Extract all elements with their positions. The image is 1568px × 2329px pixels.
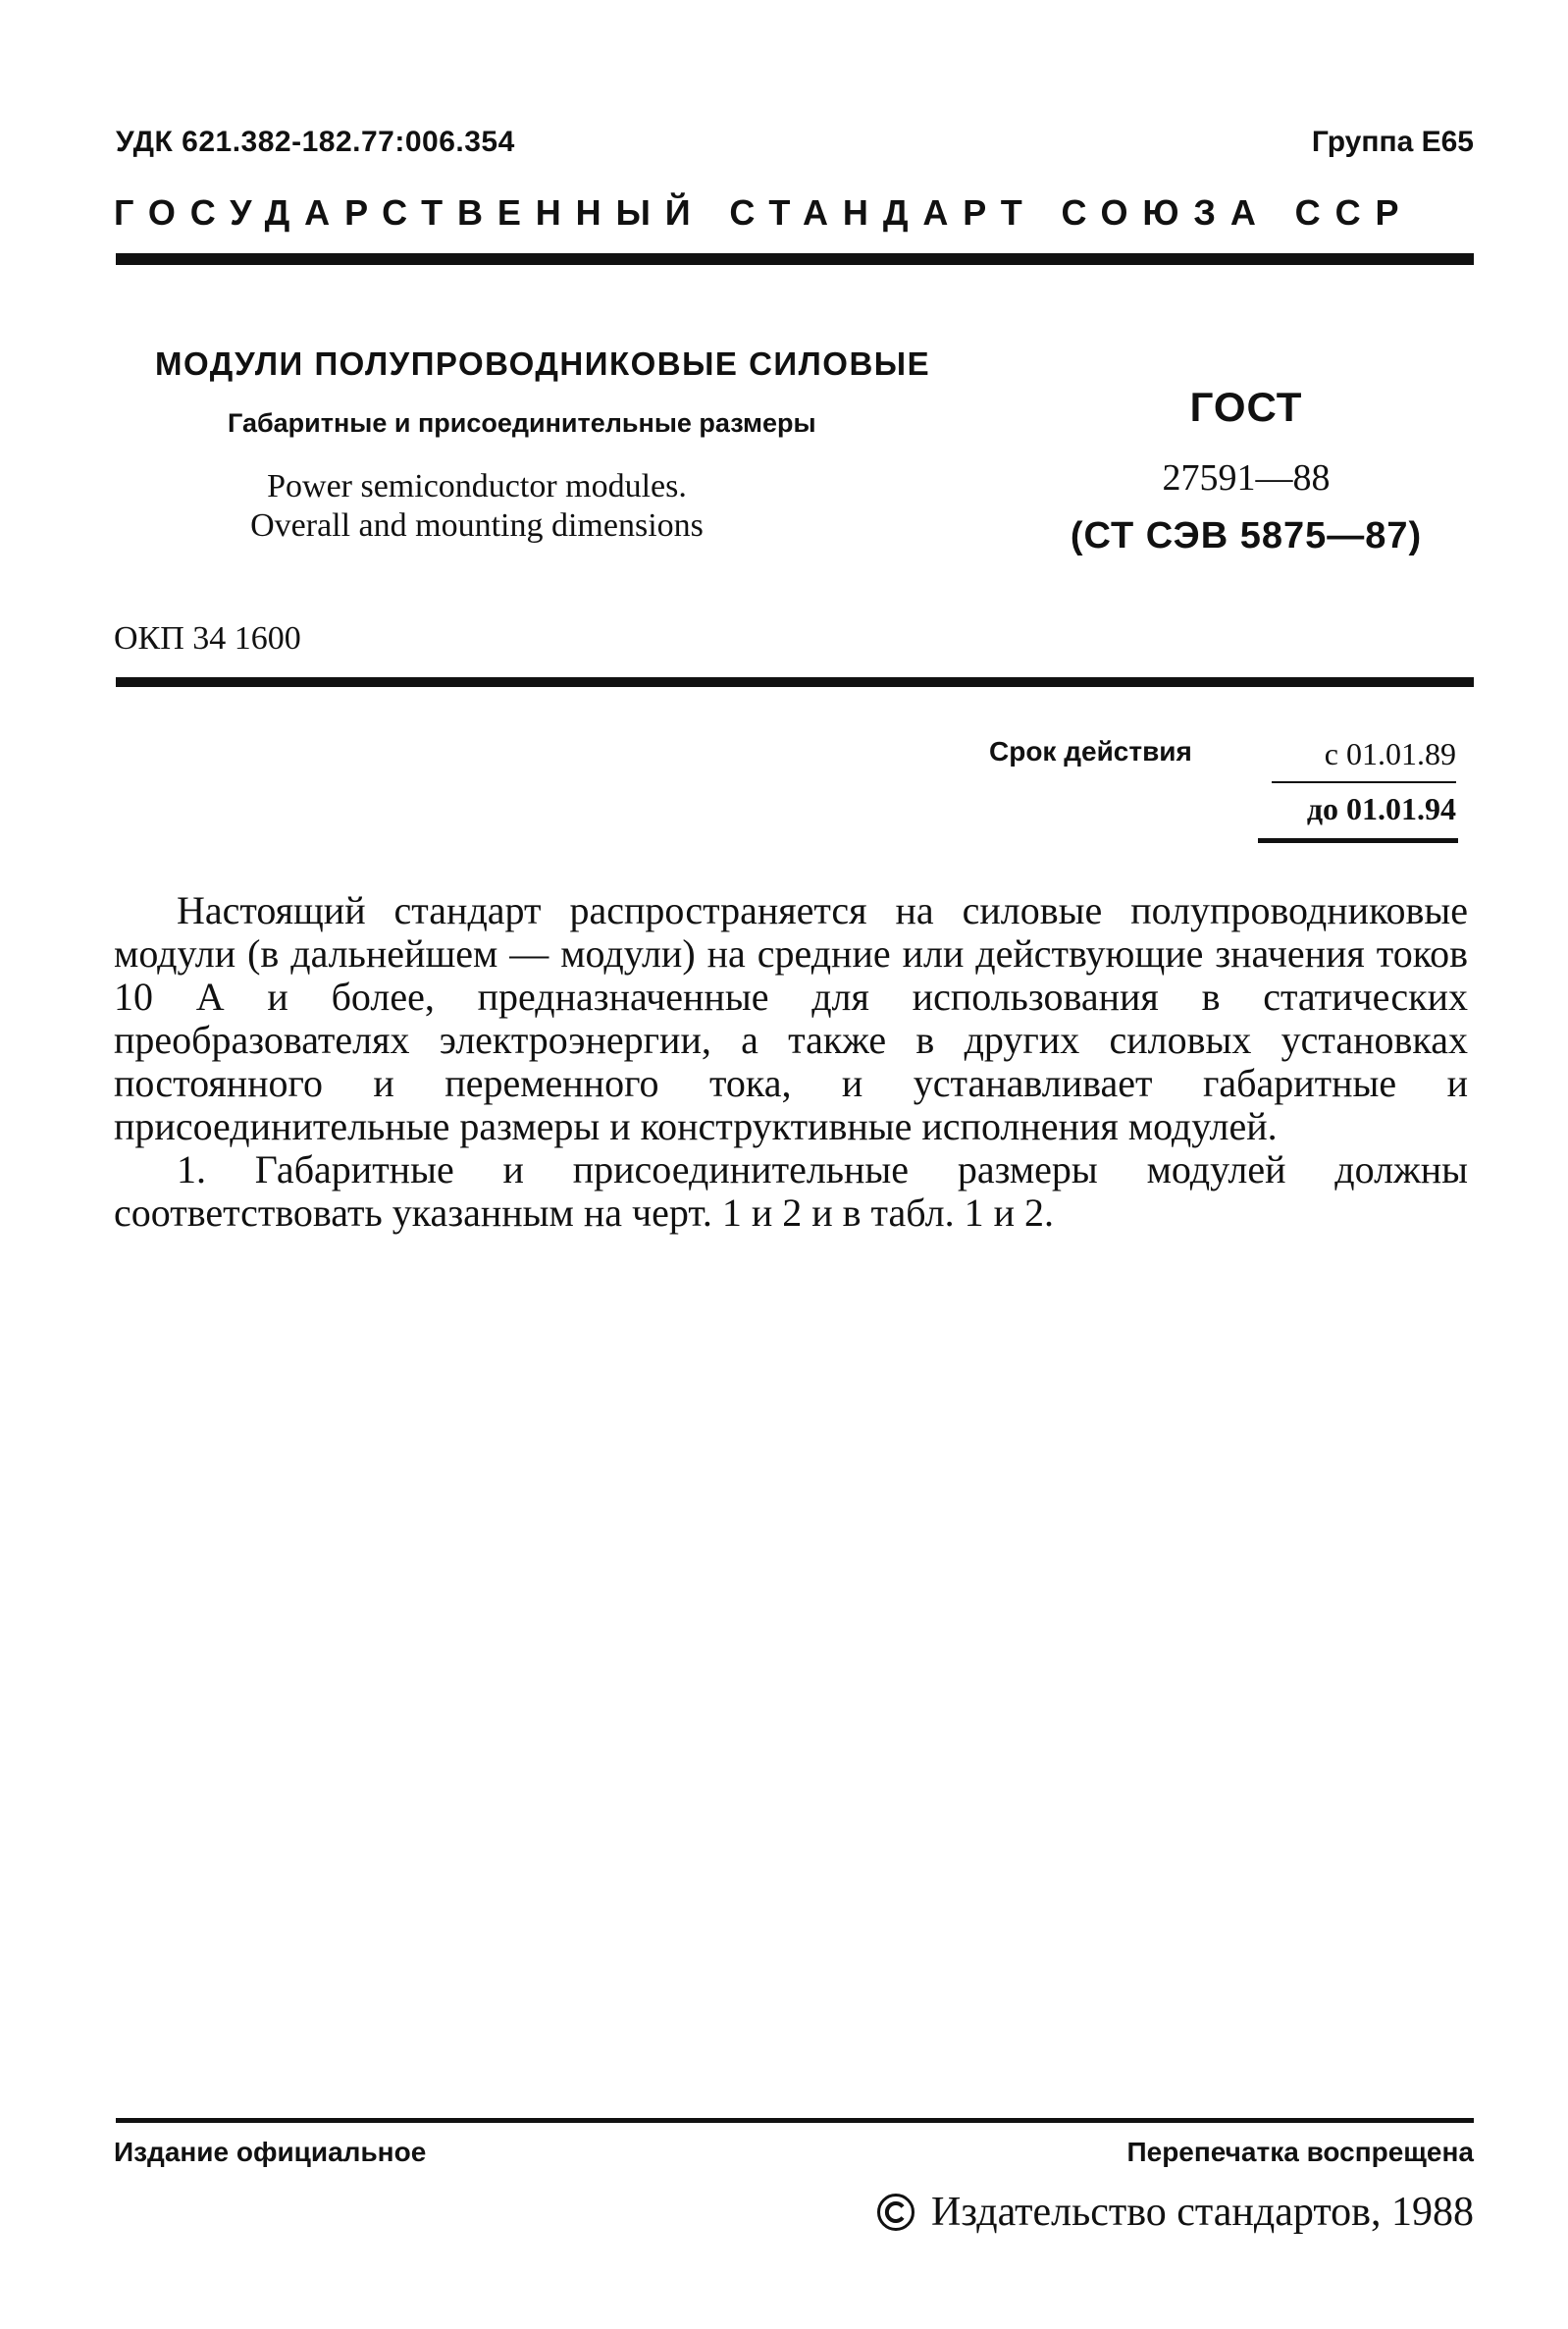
edition-note: Издание официальное	[114, 2137, 427, 2167]
udk-code: УДК 621.382-182.77:006.354	[116, 126, 515, 158]
validity-label: Срок действия	[989, 736, 1192, 767]
title-block-rule	[116, 677, 1474, 687]
validity-underline	[1258, 838, 1458, 843]
publisher-name: Издательство стандартов, 1988	[931, 2190, 1474, 2235]
gost-number: 27591—88	[1162, 457, 1331, 499]
sev-reference: (СТ СЭВ 5875—87)	[1070, 515, 1423, 556]
title-en-line-2: Overall and mounting dimensions	[250, 507, 704, 544]
header-rule	[116, 253, 1474, 265]
validity-divider	[1272, 781, 1456, 783]
validity-to: до 01.01.94	[1306, 791, 1456, 826]
reprint-note: Перепечатка воспрещена	[1126, 2137, 1474, 2167]
body-paragraph-1: 1. Габаритные и присоединительные размеры модулей должны соответствовать указанным на черт. 1 и 2 и в табл. 1 и 2.	[114, 1147, 1468, 1235]
validity-from: с 01.01.89	[1324, 736, 1456, 771]
copyright-icon	[876, 2193, 915, 2232]
title-en-line-1: Power semiconductor modules.	[267, 468, 687, 504]
footer-rule	[116, 2118, 1474, 2123]
okp-code: ОКП 34 1600	[114, 620, 301, 657]
body-text	[114, 889, 1468, 1235]
document-title-ru: МОДУЛИ ПОЛУПРОВОДНИКОВЫЕ СИЛОВЫЕ	[155, 345, 931, 382]
body-paragraph-scope: Настоящий стандарт распространяется на силовые полупроводниковые модули (в дальнейшем — модули) на средние или действующие значения токов 10 А и более, предназначенные для использования в статических преобразователях электроэнергии, а также в других силовых установках постоянного и переменного тока, и устанавливает габаритные и присоединительные размеры и конструктивные исполнения модулей.	[114, 888, 1468, 1148]
document-subtitle-ru: Габаритные и присоединительные размеры	[228, 408, 816, 438]
publisher-line	[876, 2189, 1474, 2236]
standard-designation	[1040, 383, 1452, 559]
document-title-en	[173, 467, 781, 546]
group-code: Группа Е65	[1311, 126, 1474, 158]
gost-label: ГОСТ	[1189, 384, 1303, 430]
state-standard-heading: ГОСУДАРСТВЕННЫЙ СТАНДАРТ СОЮЗА ССР	[114, 192, 1414, 233]
